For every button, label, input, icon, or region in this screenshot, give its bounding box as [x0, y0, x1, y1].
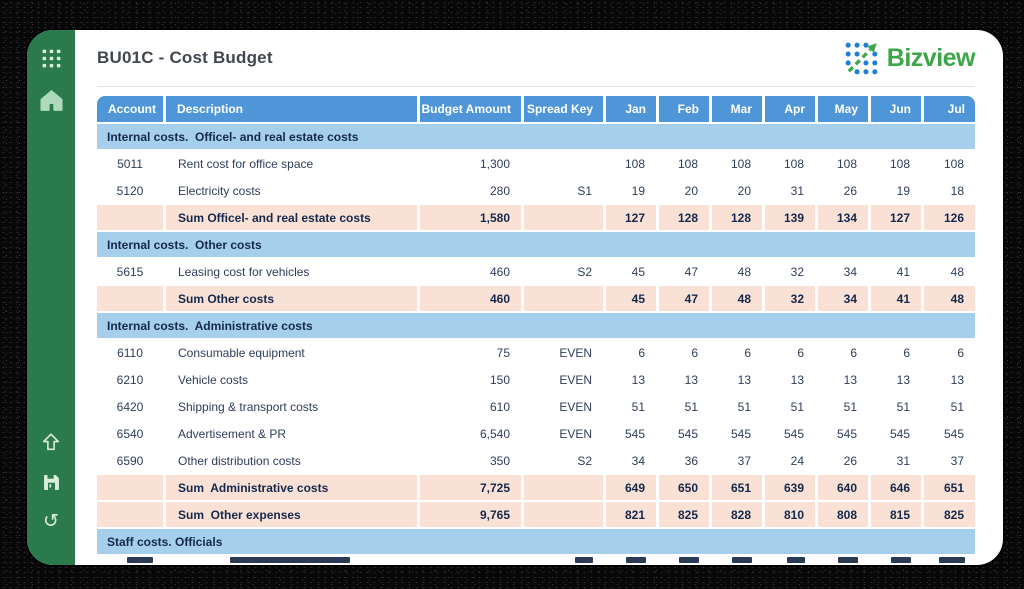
budget-amount-cell[interactable]: 460: [417, 259, 521, 286]
month-cell[interactable]: 41: [868, 259, 921, 286]
month-cell[interactable]: 37: [709, 448, 762, 475]
month-cell: 128: [709, 205, 762, 232]
spread-key-cell: [521, 502, 603, 529]
account-cell: 6540: [97, 421, 163, 448]
description-cell: Rent cost for office space: [163, 151, 417, 178]
month-cell: 825: [921, 502, 975, 529]
month-cell[interactable]: 20: [709, 178, 762, 205]
month-cell: 41: [868, 286, 921, 313]
account-cell: [97, 286, 163, 313]
column-header-jan: Jan: [603, 96, 656, 124]
home-icon[interactable]: [38, 87, 64, 113]
month-cell[interactable]: 19: [603, 178, 656, 205]
data-row: [97, 340, 975, 367]
month-cell[interactable]: 26: [815, 178, 868, 205]
titlebar: [97, 30, 975, 87]
spread-key-cell[interactable]: EVEN: [521, 394, 603, 421]
month-cell[interactable]: 13: [656, 367, 709, 394]
description-cell: Vehicle costs: [163, 367, 417, 394]
month-cell: 639: [762, 475, 815, 502]
month-cell: 32: [762, 286, 815, 313]
month-cell[interactable]: 545: [709, 421, 762, 448]
clipped-cell: [815, 556, 868, 565]
month-cell[interactable]: 47: [656, 259, 709, 286]
month-cell[interactable]: 13: [709, 367, 762, 394]
month-cell[interactable]: 13: [603, 367, 656, 394]
data-row: [97, 178, 975, 205]
account-cell: [97, 205, 163, 232]
month-cell[interactable]: 108: [921, 151, 975, 178]
month-cell: 128: [656, 205, 709, 232]
description-cell: Other distribution costs: [163, 448, 417, 475]
section-row: [97, 529, 975, 556]
month-cell[interactable]: 18: [921, 178, 975, 205]
month-cell: 48: [709, 286, 762, 313]
section-row: [97, 313, 975, 340]
bizview-logo-text: Bizview: [886, 43, 975, 72]
month-cell[interactable]: 48: [921, 259, 975, 286]
month-cell: 651: [921, 475, 975, 502]
month-cell[interactable]: 13: [921, 367, 975, 394]
month-cell: 651: [709, 475, 762, 502]
month-cell[interactable]: 108: [868, 151, 921, 178]
month-cell: 649: [603, 475, 656, 502]
sidebar: [27, 30, 75, 565]
month-cell[interactable]: 545: [868, 421, 921, 448]
column-header-may: May: [815, 96, 868, 124]
clipped-cell: [656, 556, 709, 565]
description-cell: Shipping & transport costs: [163, 394, 417, 421]
month-cell[interactable]: 6: [815, 340, 868, 367]
save-icon[interactable]: [38, 469, 64, 495]
month-cell: 815: [868, 502, 921, 529]
month-cell: 127: [603, 205, 656, 232]
section-row: [97, 124, 975, 151]
budget-amount-cell[interactable]: 150: [417, 367, 521, 394]
clipped-cell: [97, 556, 163, 565]
budget-amount-cell: 1,580: [417, 205, 521, 232]
month-cell: 48: [921, 286, 975, 313]
sum-row: [97, 502, 975, 529]
budget-amount-cell[interactable]: 6,540: [417, 421, 521, 448]
clipped-cell: [868, 556, 921, 565]
spread-key-cell[interactable]: [521, 151, 603, 178]
month-cell[interactable]: 6: [762, 340, 815, 367]
month-cell[interactable]: 108: [603, 151, 656, 178]
month-cell[interactable]: 51: [868, 394, 921, 421]
section-row: [97, 232, 975, 259]
month-cell[interactable]: 32: [762, 259, 815, 286]
section-label: Internal costs. Other costs: [97, 232, 975, 259]
save-icon-glyph: [41, 472, 62, 493]
account-cell: 5011: [97, 151, 163, 178]
column-header-jul: Jul: [921, 96, 975, 124]
clipped-row: [97, 556, 975, 565]
month-cell: 47: [656, 286, 709, 313]
month-cell: 45: [603, 286, 656, 313]
month-cell[interactable]: 6: [709, 340, 762, 367]
month-cell[interactable]: 51: [815, 394, 868, 421]
month-cell: 646: [868, 475, 921, 502]
month-cell[interactable]: 24: [762, 448, 815, 475]
column-header-apr: Apr: [762, 96, 815, 124]
description-cell: Consumable equipment: [163, 340, 417, 367]
app-window: [27, 30, 1003, 565]
account-cell: 6210: [97, 367, 163, 394]
month-cell[interactable]: 6: [603, 340, 656, 367]
month-cell[interactable]: 545: [603, 421, 656, 448]
section-label: Internal costs. Officel- and real estate costs: [97, 124, 975, 151]
month-cell[interactable]: 20: [656, 178, 709, 205]
month-cell: 126: [921, 205, 975, 232]
month-cell: 134: [815, 205, 868, 232]
month-cell[interactable]: 545: [815, 421, 868, 448]
data-row: [97, 367, 975, 394]
account-cell: 5615: [97, 259, 163, 286]
month-cell[interactable]: 51: [656, 394, 709, 421]
month-cell[interactable]: 51: [709, 394, 762, 421]
column-header-account: Account: [97, 96, 163, 124]
month-cell: 139: [762, 205, 815, 232]
month-cell[interactable]: 545: [921, 421, 975, 448]
column-header-feb: Feb: [656, 96, 709, 124]
refresh-icon-glyph: ↺: [43, 509, 59, 532]
month-cell[interactable]: 545: [762, 421, 815, 448]
month-cell: 34: [815, 286, 868, 313]
clipped-cell: [603, 556, 656, 565]
budget-amount-cell[interactable]: 350: [417, 448, 521, 475]
budget-amount-cell: 460: [417, 286, 521, 313]
month-cell[interactable]: 13: [762, 367, 815, 394]
clipped-cell: [709, 556, 762, 565]
sum-row: [97, 205, 975, 232]
clipped-cell: [762, 556, 815, 565]
description-cell: Leasing cost for vehicles: [163, 259, 417, 286]
data-row: [97, 151, 975, 178]
description-cell: Advertisement & PR: [163, 421, 417, 448]
account-cell: [97, 475, 163, 502]
account-cell: 5120: [97, 178, 163, 205]
account-cell: 6420: [97, 394, 163, 421]
clipped-cell: [417, 556, 521, 565]
month-cell: 640: [815, 475, 868, 502]
description-cell: Sum Officel- and real estate costs: [163, 205, 417, 232]
page-title: BU01C - Cost Budget: [97, 48, 273, 67]
month-cell[interactable]: 51: [762, 394, 815, 421]
table-body: [97, 124, 975, 565]
header-row: [97, 96, 975, 124]
month-cell[interactable]: 108: [762, 151, 815, 178]
month-cell[interactable]: 13: [815, 367, 868, 394]
month-cell: 821: [603, 502, 656, 529]
month-cell: 127: [868, 205, 921, 232]
column-header-description: Description: [163, 96, 417, 124]
main-content: [75, 30, 1003, 565]
spread-key-cell[interactable]: EVEN: [521, 421, 603, 448]
month-cell[interactable]: 108: [656, 151, 709, 178]
data-row: [97, 448, 975, 475]
month-cell[interactable]: 6: [868, 340, 921, 367]
spread-key-cell[interactable]: EVEN: [521, 367, 603, 394]
arrow-up-icon-glyph: [40, 431, 62, 453]
month-cell[interactable]: 6: [656, 340, 709, 367]
budget-amount-cell[interactable]: 610: [417, 394, 521, 421]
spread-key-cell: [521, 475, 603, 502]
sum-row: [97, 286, 975, 313]
data-row: [97, 421, 975, 448]
description-cell: Electricity costs: [163, 178, 417, 205]
apps-grid-icon-glyph: [41, 48, 62, 69]
apps-grid-icon[interactable]: [38, 45, 64, 71]
month-cell[interactable]: 6: [921, 340, 975, 367]
month-cell[interactable]: 108: [815, 151, 868, 178]
month-cell[interactable]: 545: [656, 421, 709, 448]
month-cell: 828: [709, 502, 762, 529]
column-header-budget-amount: Budget Amount: [417, 96, 521, 124]
month-cell: 825: [656, 502, 709, 529]
account-cell: 6590: [97, 448, 163, 475]
budget-table: [97, 96, 975, 565]
budget-amount-cell[interactable]: 1,300: [417, 151, 521, 178]
spread-key-cell[interactable]: S2: [521, 448, 603, 475]
data-row: [97, 394, 975, 421]
arrow-up-icon[interactable]: [38, 429, 64, 455]
clipped-cell: [163, 556, 417, 565]
budget-amount-cell[interactable]: 280: [417, 178, 521, 205]
bizview-logo-icon: [845, 42, 878, 75]
month-cell[interactable]: 48: [709, 259, 762, 286]
month-cell[interactable]: 51: [603, 394, 656, 421]
column-header-spread-key: Spread Key: [521, 96, 603, 124]
sum-row: [97, 475, 975, 502]
month-cell[interactable]: 37: [921, 448, 975, 475]
account-cell: [97, 502, 163, 529]
table-header: [97, 96, 975, 124]
month-cell: 650: [656, 475, 709, 502]
budget-amount-cell: 9,765: [417, 502, 521, 529]
spread-key-cell: [521, 205, 603, 232]
clipped-cell: [921, 556, 975, 565]
month-cell[interactable]: 34: [603, 448, 656, 475]
clipped-cell: [521, 556, 603, 565]
column-header-mar: Mar: [709, 96, 762, 124]
spread-key-cell: [521, 286, 603, 313]
month-cell[interactable]: 36: [656, 448, 709, 475]
budget-amount-cell[interactable]: 75: [417, 340, 521, 367]
account-cell: 6110: [97, 340, 163, 367]
month-cell[interactable]: 45: [603, 259, 656, 286]
month-cell: 810: [762, 502, 815, 529]
data-row: [97, 259, 975, 286]
bizview-logo: [845, 42, 975, 75]
spread-key-cell[interactable]: EVEN: [521, 340, 603, 367]
month-cell[interactable]: 19: [868, 178, 921, 205]
month-cell: 808: [815, 502, 868, 529]
spread-key-cell[interactable]: S2: [521, 259, 603, 286]
budget-amount-cell: 7,725: [417, 475, 521, 502]
month-cell[interactable]: 34: [815, 259, 868, 286]
month-cell[interactable]: 51: [921, 394, 975, 421]
description-cell: Sum Other expenses: [163, 502, 417, 529]
home-icon-glyph: [39, 88, 64, 113]
section-label: Internal costs. Administrative costs: [97, 313, 975, 340]
description-cell: Sum Administrative costs: [163, 475, 417, 502]
month-cell[interactable]: 13: [868, 367, 921, 394]
spread-key-cell[interactable]: S1: [521, 178, 603, 205]
month-cell[interactable]: 31: [868, 448, 921, 475]
column-header-jun: Jun: [868, 96, 921, 124]
month-cell[interactable]: 31: [762, 178, 815, 205]
month-cell[interactable]: 108: [709, 151, 762, 178]
section-label: Staff costs. Officials: [97, 529, 975, 556]
refresh-icon[interactable]: [38, 509, 64, 535]
description-cell: Sum Other costs: [163, 286, 417, 313]
month-cell[interactable]: 26: [815, 448, 868, 475]
